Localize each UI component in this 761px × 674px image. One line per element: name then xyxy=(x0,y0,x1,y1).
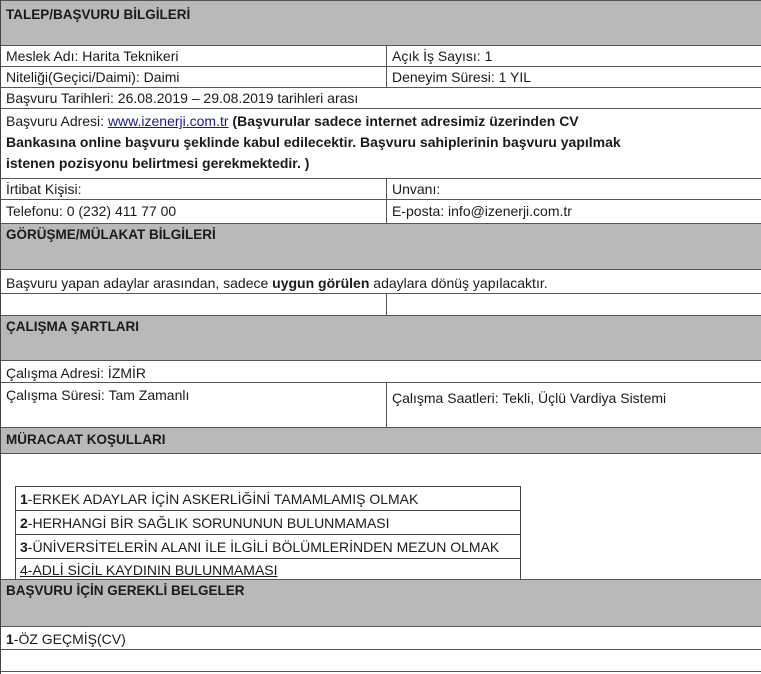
kosul-text: -ÜNİVERSİTELERİN ALANI İLE İLGİLİ BÖLÜMLERİNDEN MEZUN OLMAK xyxy=(27,539,500,555)
calisma-suresi: Çalışma Süresi: Tam Zamanlı xyxy=(6,387,190,403)
section-title: TALEP/BAŞVURU BİLGİLERİ xyxy=(6,7,191,22)
section-header-gorusme xyxy=(1,223,761,270)
row-calisma-adresi xyxy=(1,361,761,383)
row-telefon xyxy=(1,200,761,223)
deneyim-suresi: Deneyim Süresi: 1 YIL xyxy=(386,67,761,87)
meslek-adi: Meslek Adı: Harita Teknikeri xyxy=(6,48,179,64)
section-header-talep xyxy=(1,0,761,46)
belge-number: 1 xyxy=(6,631,14,647)
section-header-belgeler xyxy=(1,579,761,627)
gorusme-text xyxy=(1,270,761,296)
unvani: Unvanı: xyxy=(386,179,761,199)
basvuru-adresi xyxy=(1,111,761,174)
row-calisma-suresi xyxy=(1,383,761,427)
irtibat-kisisi: İrtibat Kişisi: xyxy=(6,181,82,197)
row-meslek xyxy=(1,46,761,67)
kosul-number: 2 xyxy=(20,515,28,531)
adres-note-3: istenen pozisyonu belirtmesi gerekmektedir. ) xyxy=(6,155,310,171)
section-header-calisma xyxy=(1,315,761,361)
row-niteligi xyxy=(1,67,761,88)
section-header-muracaat xyxy=(1,427,761,454)
row-gorusme-text xyxy=(1,270,761,294)
e-posta: E-posta: info@izenerji.com.tr xyxy=(386,200,761,223)
row-irtibat xyxy=(1,179,761,200)
gorusme-text-start: Başvuru yapan adaylar arasından, sadece xyxy=(6,275,273,291)
adres-note-1: (Başvurular sadece internet adresimiz üzerinden CV xyxy=(228,113,579,129)
row-tarihler xyxy=(1,88,761,109)
kosul-number: 1 xyxy=(20,491,28,507)
adres-label: Başvuru Adresi: xyxy=(6,113,108,129)
calisma-adresi: Çalışma Adresi: İZMİR xyxy=(6,365,147,381)
row-empty-bottom xyxy=(1,650,761,672)
kosul-item xyxy=(15,510,521,534)
row-adres xyxy=(1,109,761,179)
website-link[interactable]: www.izenerji.com.tr xyxy=(107,113,229,129)
empty-cell xyxy=(1,294,386,315)
kosul-text: -ERKEK ADAYLAR İÇİN ASKERLİĞİNİ TAMAMLAMIŞ OLMAK xyxy=(27,491,419,507)
kosul-text: -HERHANGİ BİR SAĞLIK SORUNUNUN BULUNMAMASI xyxy=(27,515,390,531)
belge-item xyxy=(1,627,761,651)
kosul-item xyxy=(15,534,521,558)
adres-note-2: Bankasına online başvuru şeklinde kabul edilecektir. Başvuru sahiplerinin başvuru yapılmak xyxy=(6,134,621,150)
empty-cell xyxy=(386,294,761,315)
section-title: BAŞVURU İÇİN GEREKLİ BELGELER xyxy=(6,583,245,598)
niteligi: Niteliği(Geçici/Daimi): Daimi xyxy=(6,69,180,85)
kosul-text: -ADLİ SİCİL KAYDININ BULUNMAMASI xyxy=(27,562,278,578)
gorusme-text-end: adaylara dönüş yapılacaktır. xyxy=(369,275,548,291)
kosul-number: 4 xyxy=(20,562,28,578)
calisma-saatleri: Çalışma Saatleri: Tekli, Üçlü Vardiya Sistemi xyxy=(386,383,761,427)
section-title: GÖRÜŞME/MÜLAKAT BİLGİLERİ xyxy=(6,227,216,242)
basvuru-tarihleri: Başvuru Tarihleri: 26.08.2019 – 29.08.2019 tarihleri arası xyxy=(6,90,359,106)
row-belge xyxy=(1,627,761,650)
acik-is-sayisi: Açık İş Sayısı: 1 xyxy=(386,46,761,66)
gorusme-text-bold: uygun görülen xyxy=(272,275,370,291)
row-empty xyxy=(1,294,761,315)
telefonu: Telefonu: 0 (232) 411 77 00 xyxy=(6,203,177,219)
kosul-item xyxy=(15,486,521,510)
kosul-item xyxy=(15,558,521,580)
belge-text: -ÖZ GEÇMİŞ(CV) xyxy=(13,631,126,647)
kosul-number: 3 xyxy=(20,539,28,555)
section-title: ÇALIŞMA ŞARTLARI xyxy=(6,319,139,334)
section-title: MÜRACAAT KOŞULLARI xyxy=(6,432,166,447)
